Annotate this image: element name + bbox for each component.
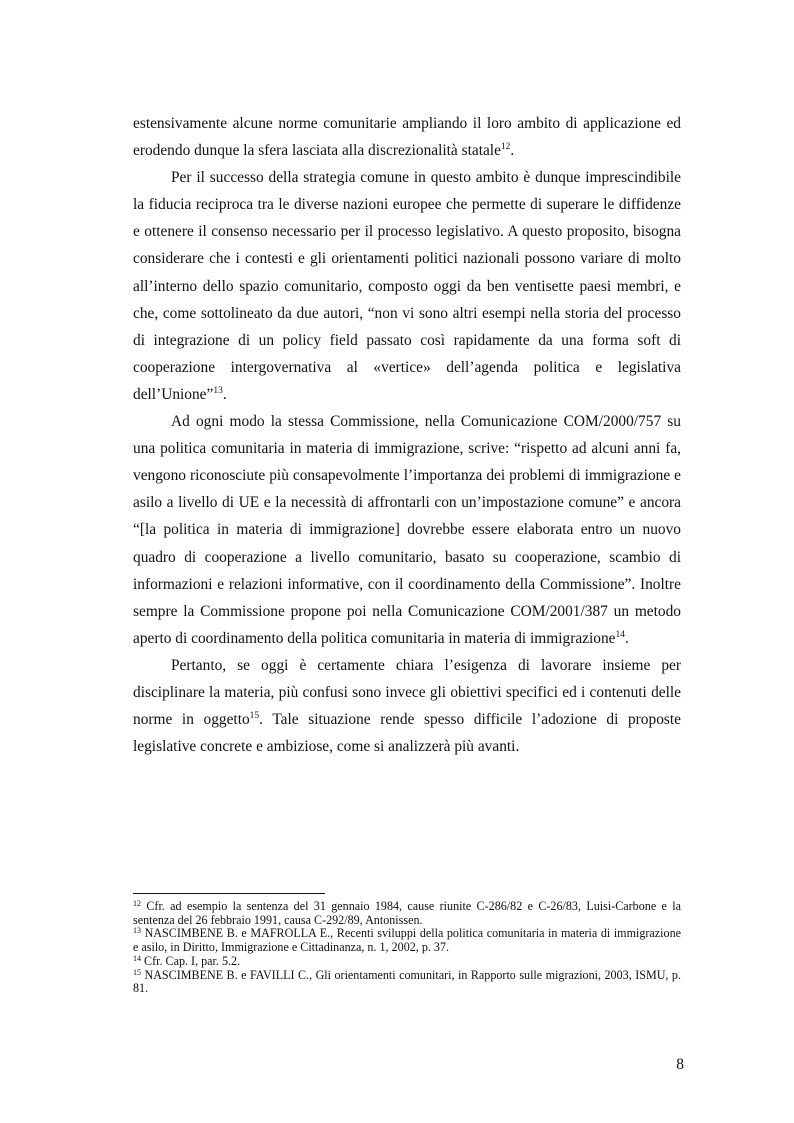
footnote-text: NASCIMBENE B. e FAVILLI C., Gli orientamenti comunitari, in Rapporto sulle migrazioni, 2003, ISMU, p. 81. (133, 967, 681, 996)
footnote-number: 12 (133, 899, 141, 908)
paragraph-3-text: Ad ogni modo la stessa Commissione, nella Comunicazione COM/2000/757 su una politica comunitaria in materia di immigrazione, scrive: “rispetto ad alcuni anni fa, vengono riconosciute più consapevolmente l’importanza dei problemi di immigrazione e asilo a livello di UE e la necessità di affrontarli con un’impostazione comune” e ancora “[la politica in materia di immigrazione] dovrebbe essere elaborata entro un nuovo quadro di cooperazione a livello comunitario, basato su cooperazione, scambio di informazioni e relazioni informative, con il coordinamento della Commissione”. Inoltre sempre la Commissione propone poi nella Comunicazione COM/2001/387 un metodo aperto di coordinamento della politica comunitaria in materia di immigrazione (133, 413, 681, 647)
page-number: 8 (676, 1056, 684, 1073)
footnote-text: NASCIMBENE B. e MAFROLLA E., Recenti sviluppi della politica comunitaria in materia di immigrazione e asilo, in Diritto, Immigrazione e Cittadinanza, n. 1, 2002, p. 37. (133, 926, 681, 955)
footnote-number: 14 (133, 953, 141, 963)
footnote-number: 13 (133, 926, 141, 936)
footnote-text: Cfr. ad esempio la sentenza del 31 gennaio 1984, cause riunite C-286/82 e C-26/83, Luisi-Carbone e la sentenza del 26 febbraio 1991, causa C-292/89, Antonissen. (133, 899, 681, 927)
footnote-13 (133, 927, 681, 954)
footnote-14 (133, 955, 681, 969)
paragraph-1-text: estensivamente alcune norme comunitarie ampliando il loro ambito di applicazione ed erodendo dunque la sfera lasciata alla discrezionalità statale (133, 115, 681, 160)
footnote-text: Cfr. Cap. I, par. 5.2. (141, 953, 241, 968)
paragraph-1 (133, 110, 681, 164)
footnote-ref-15[interactable]: 15 (249, 711, 260, 722)
footnote-separator (133, 893, 325, 894)
paragraph-4 (133, 652, 681, 760)
footnote-ref-14[interactable]: 14 (615, 629, 625, 640)
footnote-ref-13[interactable]: 13 (213, 385, 223, 396)
footnote-12 (133, 900, 681, 927)
paragraph-2-text: Per il successo della strategia comune in questo ambito è dunque imprescindibile la fiducia reciproca tra le diverse nazioni europee che permette di superare le diffidenze e ottenere il consenso necessario per il processo legislativo. A questo proposito, bisogna considerare che i contesti e gli orientamenti politici nazionali possono variare di molto all’interno dello spazio comunitario, composto oggi da ben ventisette paesi membri, e che, come sottolineato da due autori, “non vi sono altri esempi nella storia del processo di integrazione di un policy field passato così rapidamente da una forma soft di cooperazione intergovernativa al «vertice» dell’agenda politica e legislativa dell’Unione” (133, 169, 681, 403)
footnote-number: 15 (133, 967, 141, 977)
paragraph-4-tail: . Tale situazione rende spesso difficile l’adozione di proposte legislative concrete e ambiziose, come si analizzerà più avanti. (133, 711, 681, 756)
footnote-15 (133, 969, 681, 996)
paragraph-3 (133, 408, 681, 652)
paragraph-4-text: Pertanto, se oggi è certamente chiara l’esigenza di lavorare insieme per disciplinare la materia, più confusi sono invece gli obiettivi specifici ed i contenuti delle norme in oggetto (133, 656, 681, 729)
footnote-ref-12[interactable]: 12 (500, 142, 511, 153)
paragraph-3-tail: . (625, 629, 629, 647)
paragraph-2 (133, 164, 681, 408)
paragraph-2-tail: . (222, 385, 227, 403)
body-text (133, 110, 681, 760)
footnotes (133, 900, 681, 996)
paragraph-1-tail: . (510, 142, 515, 160)
